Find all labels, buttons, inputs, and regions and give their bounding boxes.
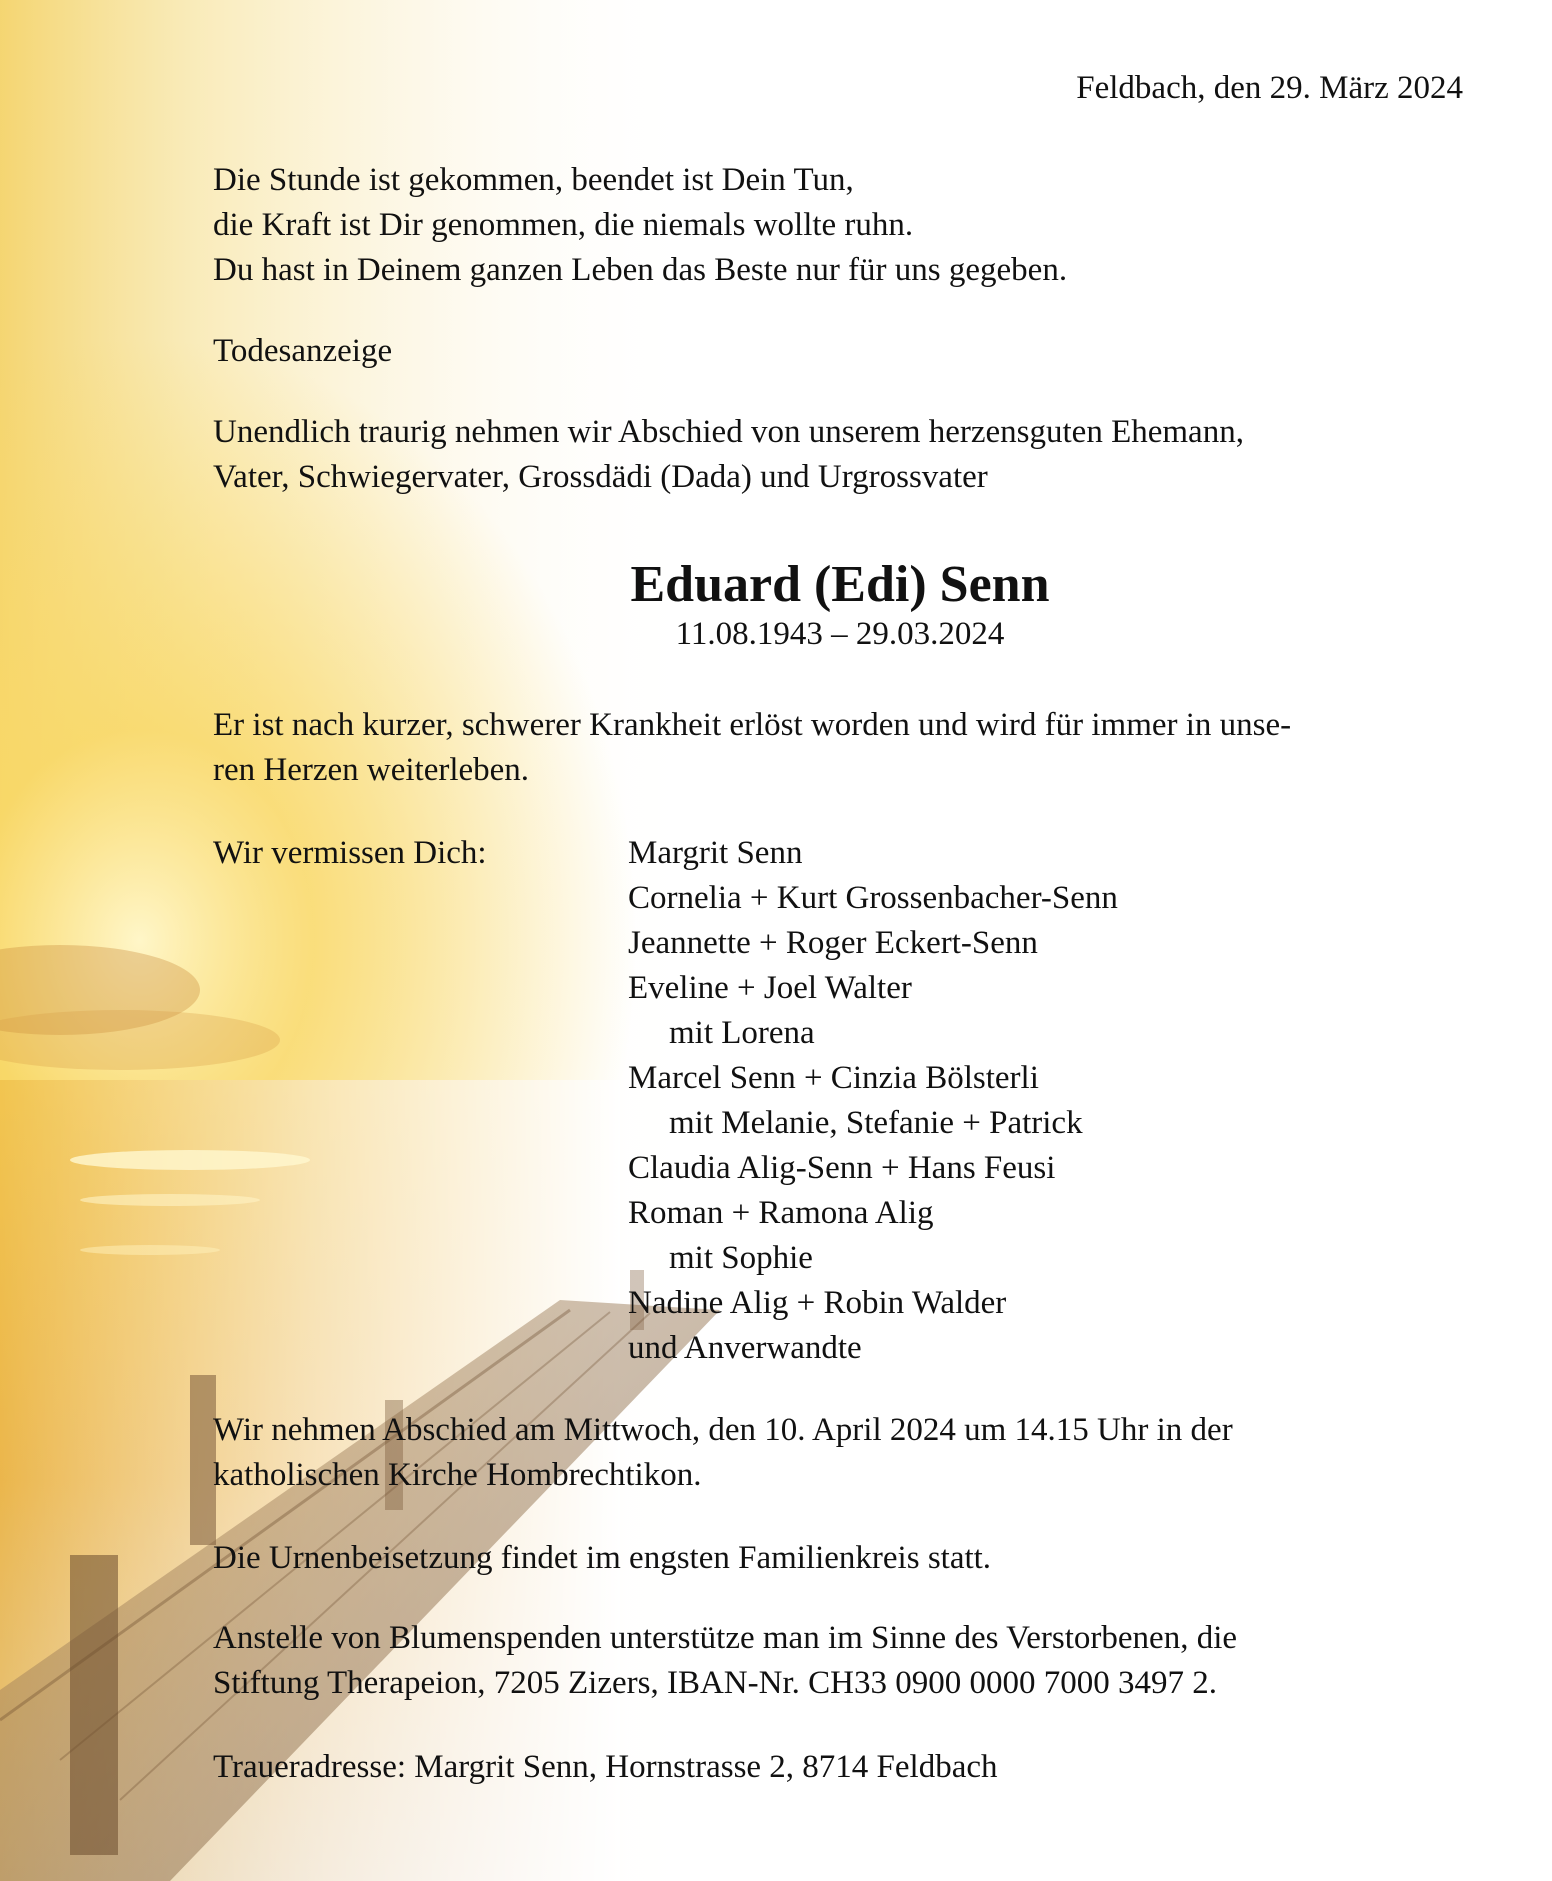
intro-line: Unendlich traurig nehmen wir Abschied von unserem herzensguten Ehemann,: [213, 414, 1244, 450]
mourners-label: Wir vermissen Dich:: [213, 835, 487, 871]
mourner-entry: Nadine Alig + Robin Walder: [628, 1285, 1007, 1321]
farewell-line: katholischen Kirche Hombrechtikon.: [213, 1457, 702, 1493]
urn-burial-note: Die Urnenbeisetzung findet im engsten Familienkreis statt.: [213, 1540, 992, 1576]
mourner-entry: Marcel Senn + Cinzia Bölsterli: [628, 1060, 1039, 1096]
mourner-entry: mit Lorena: [669, 1015, 815, 1051]
notice-heading: Todesanzeige: [213, 333, 393, 369]
donation-paragraph: [213, 1616, 1237, 1706]
deceased-name: Eduard (Edi) Senn: [630, 556, 1050, 613]
mourner-entry: Margrit Senn: [628, 835, 803, 871]
farewell-paragraph: [213, 1408, 1233, 1498]
place-date: Feldbach, den 29. März 2024: [1076, 70, 1463, 106]
illness-paragraph: [213, 703, 1291, 793]
poem-line: Du hast in Deinem ganzen Leben das Beste nur für uns gegeben.: [213, 252, 1068, 288]
illness-line: Er ist nach kurzer, schwerer Krankheit erlöst worden und wird für immer in unse-: [213, 707, 1292, 743]
life-dates: 11.08.1943 – 29.03.2024: [675, 616, 1005, 652]
mourner-entry: Cornelia + Kurt Grossenbacher-Senn: [628, 880, 1118, 916]
mourner-entry: Claudia Alig-Senn + Hans Feusi: [628, 1150, 1056, 1186]
mourner-entry: Jeannette + Roger Eckert-Senn: [628, 925, 1038, 961]
mourning-address: Traueradresse: Margrit Senn, Hornstrasse 2, 8714 Feldbach: [213, 1749, 998, 1785]
mourners-list: [628, 831, 1118, 1371]
intro-paragraph: [213, 410, 1244, 500]
donation-line: Stiftung Therapeion, 7205 Zizers, IBAN-Nr. CH33 0900 0000 7000 3497 2.: [213, 1665, 1217, 1701]
donation-line: Anstelle von Blumenspenden unterstütze man im Sinne des Verstorbenen, die: [213, 1620, 1238, 1656]
mourner-entry: mit Melanie, Stefanie + Patrick: [669, 1105, 1083, 1141]
farewell-line: Wir nehmen Abschied am Mittwoch, den 10. April 2024 um 14.15 Uhr in der: [213, 1412, 1233, 1448]
poem-line: Die Stunde ist gekommen, beendet ist Dein Tun,: [213, 162, 854, 198]
poem-line: die Kraft ist Dir genommen, die niemals wollte ruhn.: [213, 207, 914, 243]
mourner-entry: mit Sophie: [669, 1240, 813, 1276]
poem: [213, 158, 1067, 293]
mourner-entry: und Anverwandte: [628, 1330, 862, 1366]
intro-line: Vater, Schwiegervater, Grossdädi (Dada) und Urgrossvater: [213, 459, 988, 495]
mourner-entry: Roman + Ramona Alig: [628, 1195, 934, 1231]
mourner-entry: Eveline + Joel Walter: [628, 970, 912, 1006]
illness-line: ren Herzen weiterleben.: [213, 752, 530, 788]
